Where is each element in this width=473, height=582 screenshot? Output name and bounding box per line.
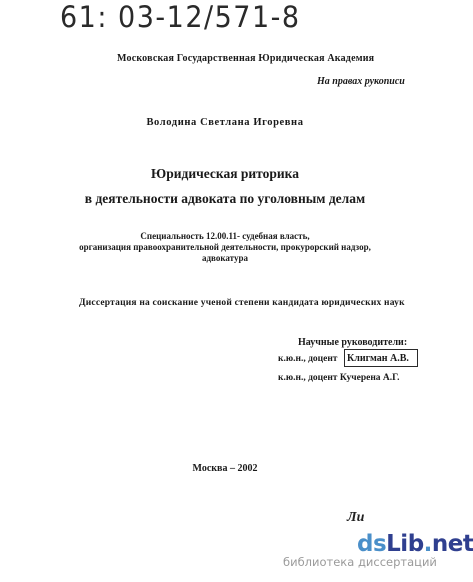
institution-name: Московская Государственная Юридическая Академия [117, 53, 375, 64]
specialty-line-2: организация правоохранительной деятельности, прокурорский надзор, [79, 242, 371, 252]
logo-dot: . [423, 531, 432, 557]
author-name: Володина Светлана Игоревна [146, 117, 304, 128]
supervisor-1-role: к.ю.н., доцент [278, 354, 338, 364]
dslib-subtitle: библиотека диссертаций [283, 555, 437, 569]
logo-lib: Lib [386, 531, 424, 557]
title-line-1: Юридическая риторика [151, 166, 299, 181]
supervisor-1-name: Клигман А.В. [347, 353, 409, 364]
handwritten-catalog-number: 61: 03-12/571-8 [60, 0, 301, 35]
title-line-2: в деятельности адвоката по уголовным делам [84, 191, 366, 206]
signature-mark: Ли [347, 510, 365, 525]
supervisor-2: к.ю.н., доцент Кучерена А.Г. [278, 373, 400, 383]
supervisors-heading: Научные руководители: [298, 337, 408, 348]
manuscript-note: На правах рукописи [317, 76, 405, 87]
specialty-line-3: адвокатура [202, 253, 248, 263]
specialty-block [0, 231, 450, 264]
dissertation-note: Диссертация на соискание ученой степени кандидата юридических наук [79, 298, 405, 308]
city-year: Москва – 2002 [192, 463, 258, 474]
dslib-logo [357, 531, 473, 557]
logo-ds: ds [357, 531, 387, 557]
specialty-line-1: Специальность 12.00.11- судебная власть, [140, 231, 310, 241]
logo-net: net [431, 531, 473, 557]
